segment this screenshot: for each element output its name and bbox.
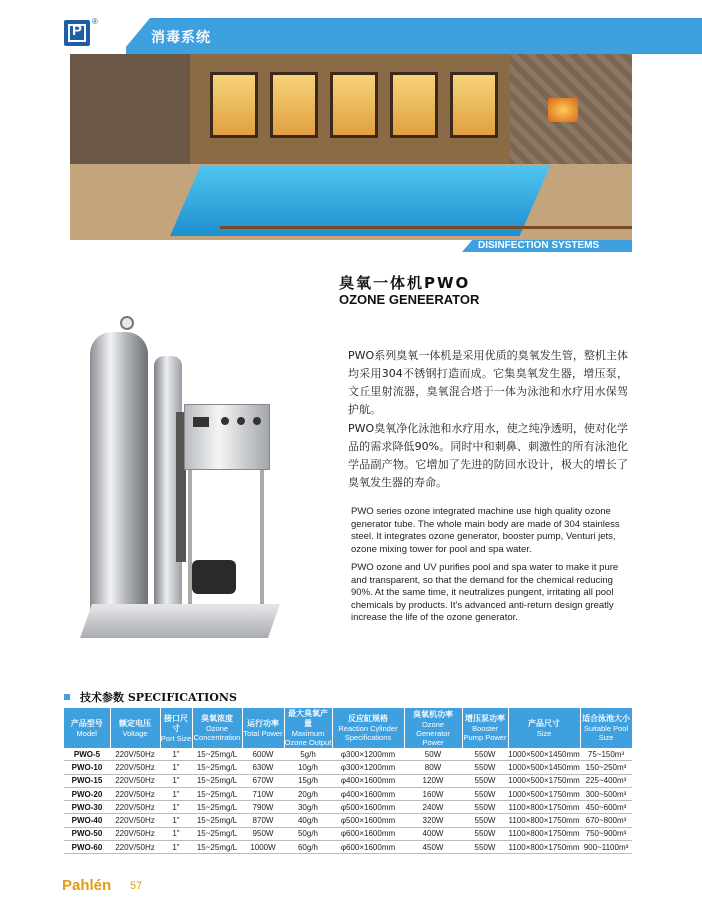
table-cell: 60g/h: [284, 841, 332, 854]
table-cell: PWO-15: [64, 774, 110, 787]
description-en-1: PWO series ozone integrated machine use high quality ozone generator tube. The whole main body are made of 304 stainless steel. It integrates ozone generator, booster pump, Venturi jets, ozone mixing tower for pool and spa water.: [351, 506, 620, 555]
table-row: [64, 748, 632, 761]
table-cell: 50W: [404, 748, 462, 761]
column-header: 产品尺寸 Size: [508, 708, 580, 748]
pahlen-p-logo-icon: P: [64, 20, 90, 46]
table-cell: 220V/50Hz: [110, 841, 160, 854]
table-row: [64, 787, 632, 800]
table-cell: 870W: [242, 814, 284, 827]
table-cell: 320W: [404, 814, 462, 827]
table-cell: 1100×800×1750mm: [508, 841, 580, 854]
column-header: 适合泳池大小 Suitable Pool Size: [580, 708, 632, 748]
column-header: 最大臭氧产量 Maximum Ozone Output: [284, 709, 332, 747]
table-cell: 220V/50Hz: [110, 827, 160, 840]
table-cell: 550W: [462, 841, 508, 854]
description-en-2: PWO ozone and UV purifies pool and spa water to make it pure and transparent, so that the demand for the chemical reducing 90%. At the same time, it neutralizes pungent, irritating all pool chemicals by products. It's advanced anti-return design greatly increase the life of the ozone generator.: [351, 562, 619, 623]
table-cell: PWO-40: [64, 814, 110, 827]
table-cell: 220V/50Hz: [110, 774, 160, 787]
column-header: 臭氧浓度 Ozone Concentration: [192, 708, 242, 748]
table-row: [64, 827, 632, 840]
table-cell: 300~500m³: [580, 787, 632, 800]
table-cell: 5g/h: [284, 748, 332, 761]
table-cell: PWO-5: [64, 748, 110, 761]
description-cn-2: PWO臭氧净化泳池和水疗用水，使之纯净透明，使对化学品的需求降低90%。同时中和刺鼻、刺激性的所有泳池化学品副产物。它增加了先进的防回水设计，极大的增长了臭氧发生器的寿命。: [348, 422, 628, 489]
registered-mark: ®: [92, 17, 98, 26]
table-cell: 15g/h: [284, 774, 332, 787]
table-cell: 550W: [462, 774, 508, 787]
table-cell: 1": [160, 748, 192, 761]
table-cell: 220V/50Hz: [110, 787, 160, 800]
table-cell: PWO-30: [64, 801, 110, 814]
table-cell: 950W: [242, 827, 284, 840]
table-cell: 450W: [404, 841, 462, 854]
column-header: 运行功率 Total Power: [242, 708, 284, 748]
page-number: 57: [130, 880, 143, 892]
header-blue-bar: [126, 18, 702, 54]
specifications-table: [64, 708, 633, 854]
table-cell: 600W: [242, 748, 284, 761]
table-cell: φ600×1600mm: [332, 841, 404, 854]
table-cell: 20g/h: [284, 787, 332, 800]
table-row: [64, 774, 632, 787]
section-band-label: DISINFECTION SYSTEMS: [478, 240, 600, 251]
table-cell: 50g/h: [284, 827, 332, 840]
table-cell: 550W: [462, 827, 508, 840]
description-cn-1: PWO系列臭氧一体机是采用优质的臭氧发生管，整机主体均采用304不锈钢打造而成。它集臭氧发生器，增压泵，文丘里射流器，臭氧混合塔于一体为泳池和水疗用水保驾护航。: [348, 349, 628, 416]
table-cell: φ600×1600mm: [332, 827, 404, 840]
column-header: 反应缸规格 Reaction Cylinder Specifications: [332, 708, 404, 748]
table-cell: 15~25mg/L: [192, 774, 242, 787]
header-band: [0, 18, 702, 54]
column-header: 接口尺寸 Port Size: [160, 708, 192, 748]
table-cell: φ400×1600mm: [332, 787, 404, 800]
product-title-en: OZONE GENEERATOR: [339, 292, 480, 307]
table-cell: 225~400m³: [580, 774, 632, 787]
table-cell: 630W: [242, 761, 284, 774]
table-row: [64, 801, 632, 814]
table-cell: 150~250m³: [580, 761, 632, 774]
table-cell: 1100×800×1750mm: [508, 814, 580, 827]
table-cell: 1": [160, 801, 192, 814]
table-cell: 1": [160, 774, 192, 787]
table-cell: 15~25mg/L: [192, 748, 242, 761]
table-cell: 15~25mg/L: [192, 841, 242, 854]
table-cell: 1": [160, 841, 192, 854]
table-cell: 550W: [462, 801, 508, 814]
table-cell: 550W: [462, 761, 508, 774]
table-cell: φ500×1600mm: [332, 814, 404, 827]
table-cell: 220V/50Hz: [110, 748, 160, 761]
table-cell: 400W: [404, 827, 462, 840]
table-cell: 15~25mg/L: [192, 814, 242, 827]
ozone-generator-product-image: [80, 312, 290, 642]
table-cell: PWO-10: [64, 761, 110, 774]
table-cell: 1": [160, 787, 192, 800]
table-row: [64, 761, 632, 774]
table-cell: 1000W: [242, 841, 284, 854]
table-cell: 670~800m³: [580, 814, 632, 827]
table-cell: PWO-20: [64, 787, 110, 800]
table-cell: 1": [160, 814, 192, 827]
table-cell: 220V/50Hz: [110, 814, 160, 827]
table-cell: φ500×1600mm: [332, 801, 404, 814]
table-header-row: [64, 708, 632, 748]
table-cell: 900~1100m³: [580, 841, 632, 854]
brand-logo-text: Pahlén: [62, 877, 112, 894]
table-cell: 160W: [404, 787, 462, 800]
column-header: 额定电压 Voltage: [110, 708, 160, 748]
table-cell: PWO-60: [64, 841, 110, 854]
table-cell: 670W: [242, 774, 284, 787]
table-row: [64, 841, 632, 854]
bullet-square-icon: [64, 694, 70, 700]
table-cell: 1100×800×1750mm: [508, 801, 580, 814]
product-title-cn: 臭氧一体机PWO: [339, 274, 471, 292]
column-header: 产品型号 Model: [64, 708, 110, 748]
specifications-heading: 技术参数 SPECIFICATIONS: [64, 689, 237, 705]
table-cell: 1": [160, 827, 192, 840]
column-header: 臭氧机功率 Ozone Generator Power: [404, 708, 462, 748]
table-cell: φ400×1600mm: [332, 774, 404, 787]
table-cell: 15~25mg/L: [192, 787, 242, 800]
table-cell: 30g/h: [284, 801, 332, 814]
table-cell: 15~25mg/L: [192, 761, 242, 774]
table-cell: 550W: [462, 787, 508, 800]
table-row: [64, 814, 632, 827]
table-cell: 1000×500×1750mm: [508, 774, 580, 787]
pool-hero-image: [70, 54, 632, 240]
table-cell: 80W: [404, 761, 462, 774]
table-cell: 1000×500×1450mm: [508, 761, 580, 774]
table-cell: 1": [160, 761, 192, 774]
table-cell: PWO-50: [64, 827, 110, 840]
table-cell: 240W: [404, 801, 462, 814]
table-cell: φ300×1200mm: [332, 761, 404, 774]
table-cell: 220V/50Hz: [110, 801, 160, 814]
section-title: 消毒系统: [151, 30, 211, 46]
table-cell: 10g/h: [284, 761, 332, 774]
column-header: 增压泵功率 Booster Pump Power: [462, 708, 508, 748]
table-cell: 120W: [404, 774, 462, 787]
table-cell: 15~25mg/L: [192, 801, 242, 814]
table-cell: 1000×500×1750mm: [508, 787, 580, 800]
table-cell: 220V/50Hz: [110, 761, 160, 774]
table-cell: 1100×800×1750mm: [508, 827, 580, 840]
table-cell: 450~600m³: [580, 801, 632, 814]
table-cell: φ300×1200mm: [332, 748, 404, 761]
table-cell: 790W: [242, 801, 284, 814]
table-cell: 40g/h: [284, 814, 332, 827]
table-cell: 1000×500×1450mm: [508, 748, 580, 761]
table-cell: 750~900m³: [580, 827, 632, 840]
table-cell: 550W: [462, 814, 508, 827]
table-cell: 75~150m³: [580, 748, 632, 761]
table-cell: 710W: [242, 787, 284, 800]
table-cell: 15~25mg/L: [192, 827, 242, 840]
table-cell: 550W: [462, 748, 508, 761]
